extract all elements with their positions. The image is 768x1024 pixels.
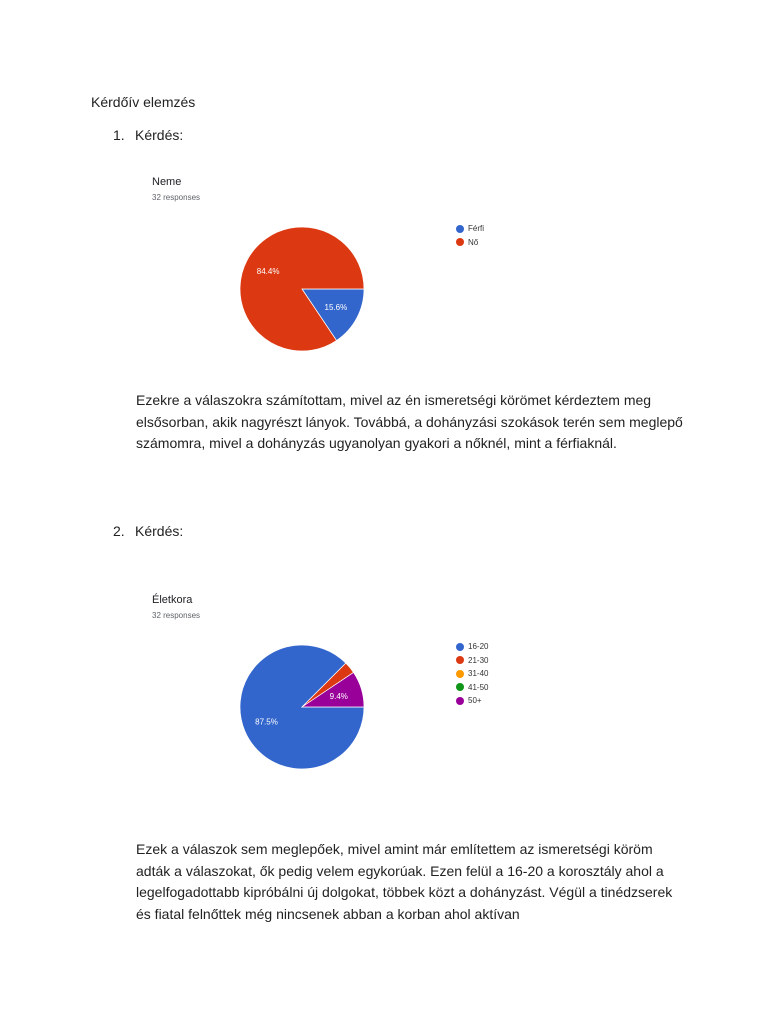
chart-legend: [456, 222, 484, 249]
legend-swatch: [456, 643, 464, 651]
legend-swatch: [456, 238, 464, 246]
chart-title: Neme: [152, 176, 182, 188]
gender-pie-chart: [138, 162, 640, 374]
chart-title: Életkora: [152, 594, 193, 606]
chart-subtitle: 32 responses: [152, 193, 201, 202]
legend-label: Férfi: [468, 224, 484, 234]
pie-svg: [138, 580, 640, 792]
legend-item: [456, 640, 488, 654]
chart-legend: [456, 640, 488, 708]
question-1-heading: [113, 127, 183, 143]
legend-swatch: [456, 225, 464, 233]
legend-label: 16-20: [468, 642, 489, 652]
question-label: Kérdés:: [135, 127, 184, 143]
legend-label: 31-40: [468, 669, 489, 679]
legend-swatch: [456, 683, 464, 691]
question-number: 2.: [113, 523, 125, 539]
question-1-paragraph: Ezekre a válaszokra számítottam, mivel az én ismeretségi körömet kérdeztem meg elsősorban, akik nagyrészt lányok. Továbbá, a dohányzási szokások terén sem meglepő számomra, mivel a dohányzás ugyanolyan gyakori a nőknél, mint a férfiaknál.: [136, 392, 683, 451]
question-label: Kérdés:: [135, 523, 184, 539]
legend-item: [456, 236, 484, 250]
document-title: Kérdőív elemzés: [91, 94, 196, 110]
legend-label: Nő: [468, 237, 479, 247]
legend-swatch: [456, 670, 464, 678]
legend-label: 21-30: [468, 655, 489, 665]
slice-label: 15.6%: [324, 303, 348, 313]
legend-item: [456, 667, 488, 681]
question-2-paragraph: Ezek a válaszok sem meglepőek, mivel amint már említettem az ismeretségi köröm adták a válaszokat, ők pedig velem egykorúak. Ezen felül a 16-20 a korosztály ahol a legelfogadottabb kipróbálni új dolgokat, többek közt a dohányzást. Végül a tinédzserek és fiatal felnőttek még nincsenek abban a korban ahol aktívan: [136, 841, 673, 922]
legend-label: 41-50: [468, 682, 489, 692]
legend-swatch: [456, 697, 464, 705]
legend-label: 50+: [468, 696, 482, 706]
question-number: 1.: [113, 127, 125, 143]
age-pie-chart: [138, 580, 640, 792]
legend-item: [456, 681, 488, 695]
chart-subtitle: 32 responses: [152, 611, 201, 620]
legend-swatch: [456, 656, 464, 664]
slice-label: 84.4%: [256, 266, 280, 276]
legend-item: [456, 694, 488, 708]
question-2-heading: [113, 523, 183, 539]
legend-item: [456, 222, 484, 236]
legend-item: [456, 654, 488, 668]
slice-label: 9.4%: [329, 691, 348, 701]
slice-label: 87.5%: [255, 717, 278, 727]
pie-svg: [138, 162, 640, 374]
